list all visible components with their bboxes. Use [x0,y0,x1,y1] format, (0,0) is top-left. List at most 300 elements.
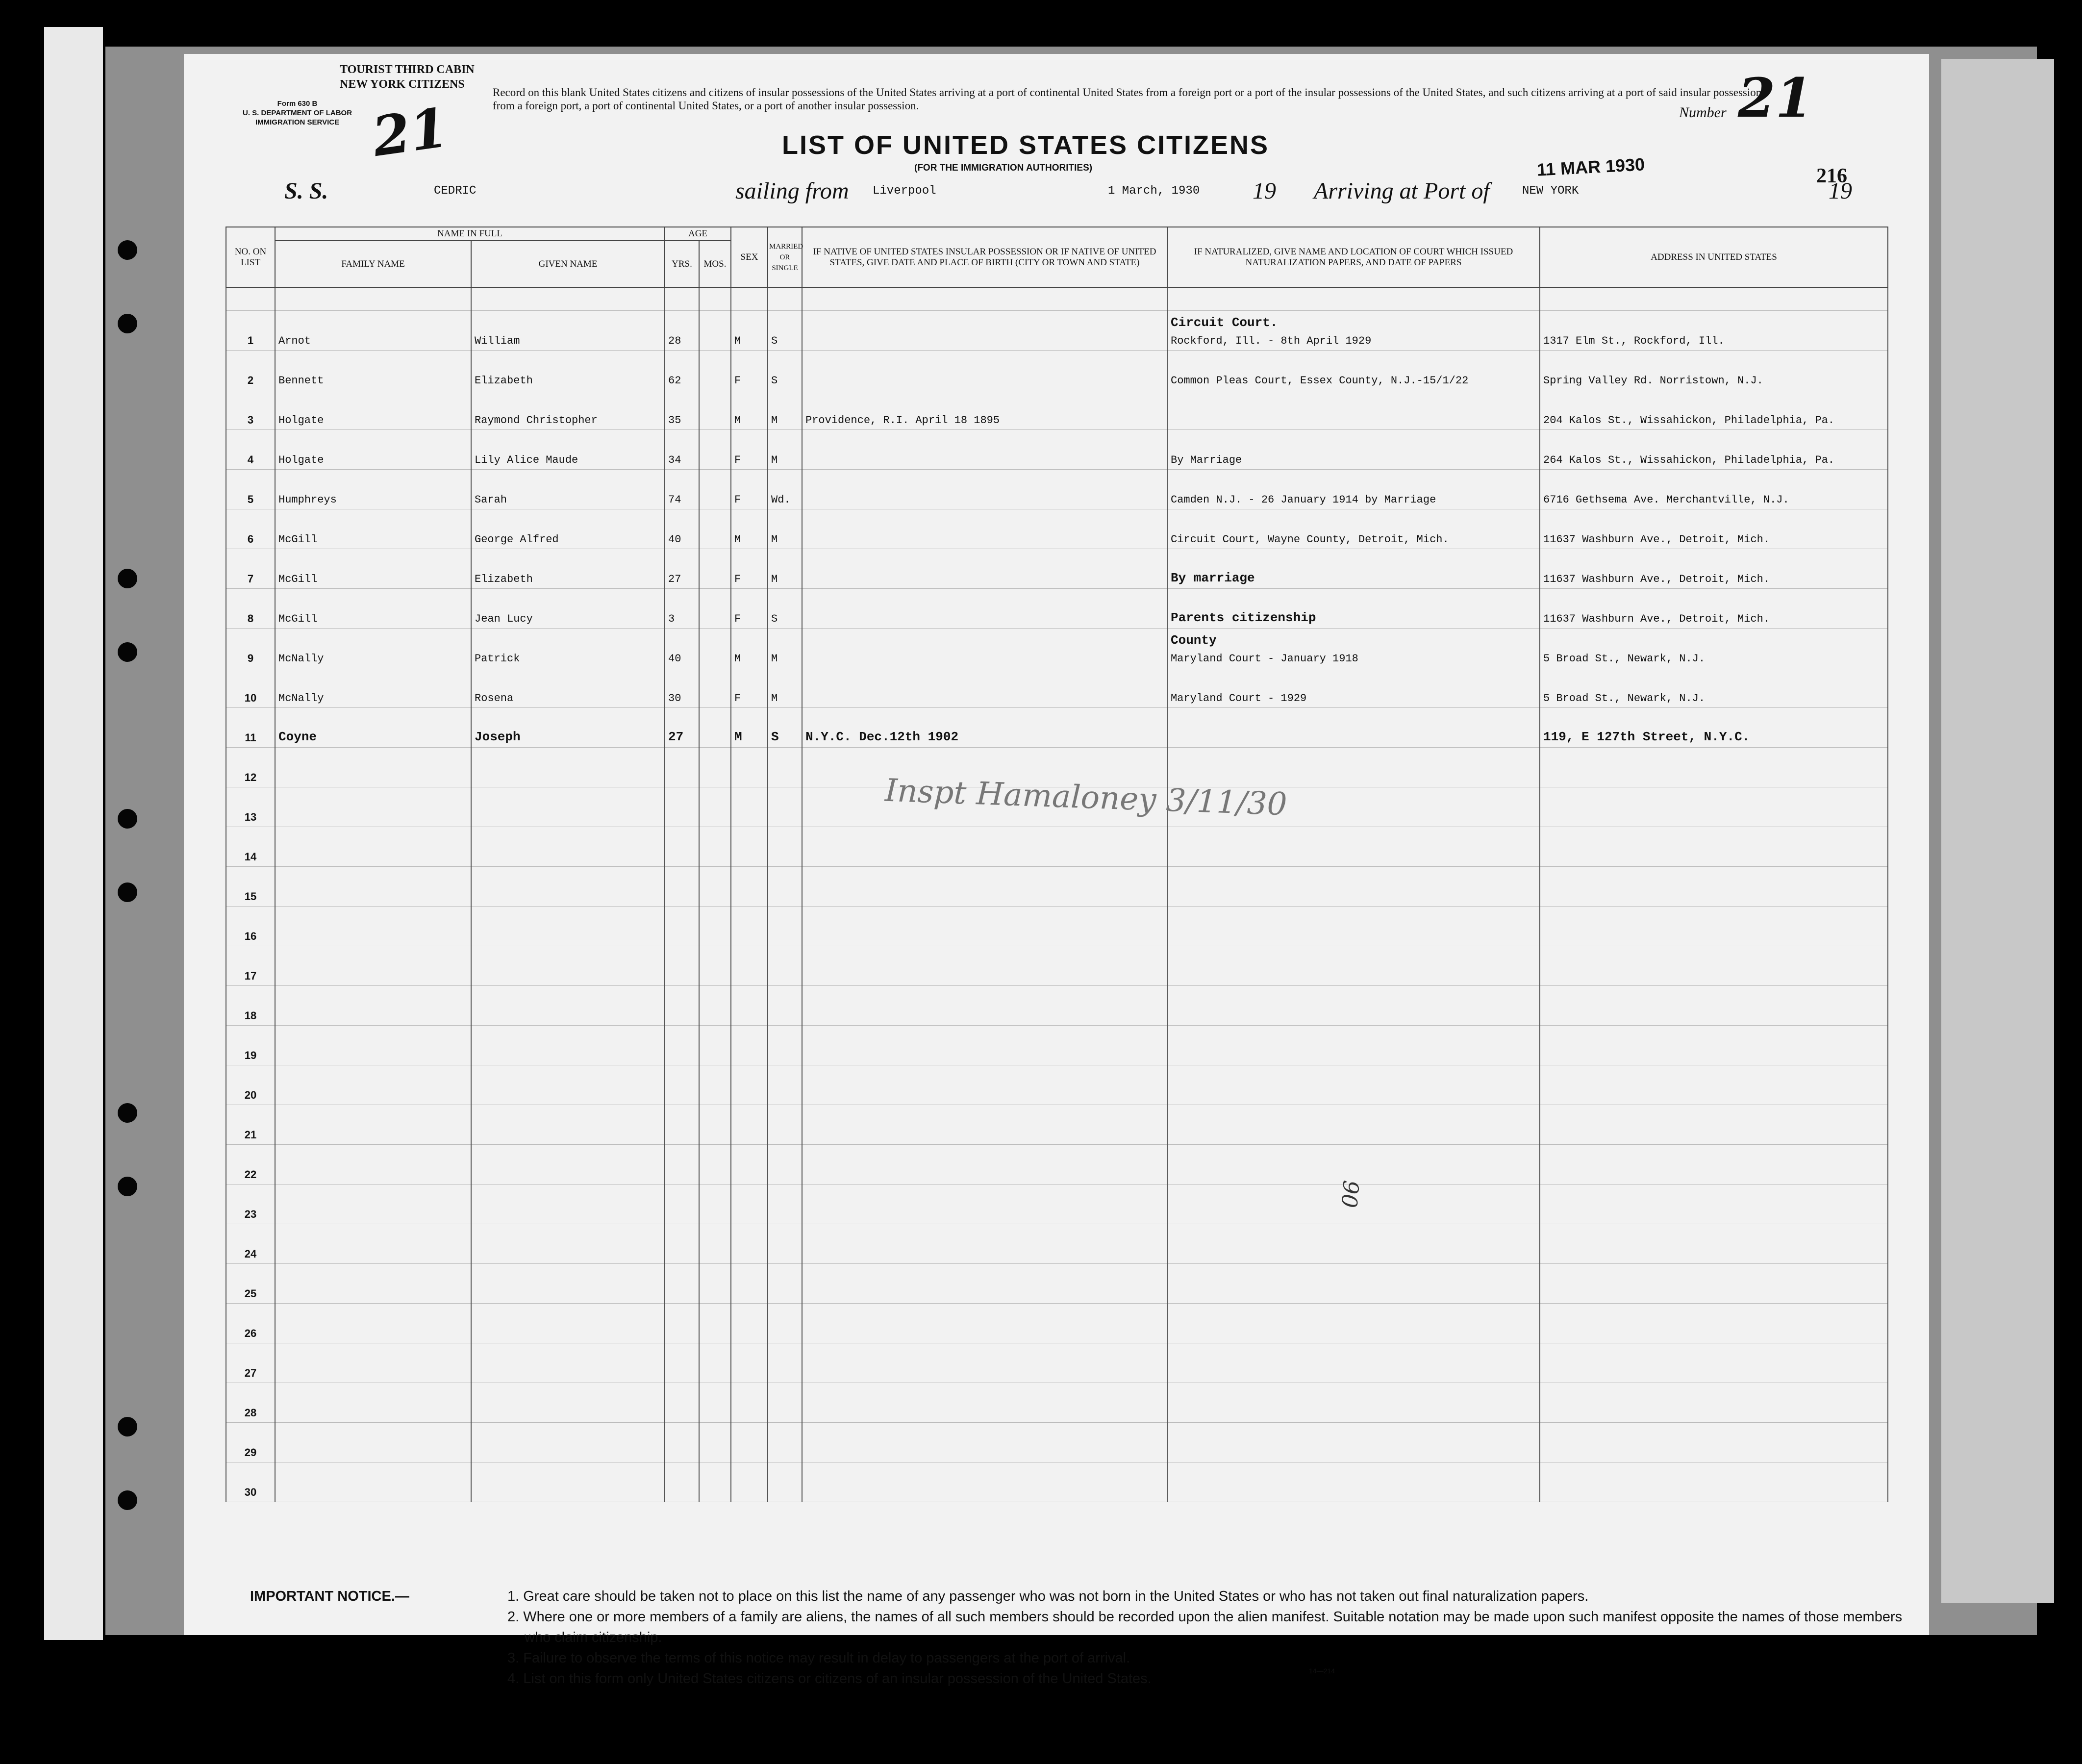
cell-birth [802,589,1167,629]
cell-addr: 204 Kalos St., Wissahickon, Philadelphia, Pa. [1540,390,1888,430]
cell-mos [699,1105,731,1145]
naturalization-text: Camden N.J. - 26 January 1914 by Marriage [1171,494,1436,506]
cell-sex: M [731,708,768,748]
year-prefix-1: 19 [1253,178,1276,204]
sheet-number: 216 [1816,165,1847,187]
cell-addr [1540,907,1888,946]
cell-nat [1167,1383,1540,1423]
cell-no: 12 [226,748,275,787]
binder-hole [118,809,137,829]
cell-ms: M [768,549,802,589]
cell-yrs: 62 [665,351,699,390]
header-family-name: FAMILY NAME [275,241,471,287]
cell-mos [699,867,731,907]
cell-no: 17 [226,946,275,986]
cell-sex: F [731,351,768,390]
table-row [226,1184,1888,1224]
cell-ms [768,748,802,787]
cell-no: 30 [226,1462,275,1502]
cell-no: 4 [226,430,275,470]
cell-given: George Alfred [471,509,665,549]
table-row [226,390,1888,430]
table-row [226,668,1888,708]
cell-birth [802,509,1167,549]
cell-yrs [665,1304,699,1343]
naturalization-text: By Marriage [1171,454,1242,466]
cell-sex: F [731,470,768,509]
cell-no: 9 [226,629,275,668]
cell-birth [802,1383,1167,1423]
cell-yrs [665,1145,699,1184]
cell-sex: F [731,430,768,470]
cell-nat [1167,1264,1540,1304]
cell-no: 10 [226,668,275,708]
cell-birth [802,1423,1167,1462]
service: IMMIGRATION SERVICE [255,118,340,126]
cell-ms [768,1343,802,1383]
cell-nat [1167,430,1540,470]
cell-sex: F [731,589,768,629]
binder-hole [118,569,137,588]
cell-ms: M [768,509,802,549]
cell-ms: M [768,430,802,470]
cell-nat [1167,1343,1540,1383]
cell-family [275,946,471,986]
binder-hole [118,240,137,260]
cell-family: Holgate [275,390,471,430]
cell-family [275,1462,471,1502]
cell-given [471,1462,665,1502]
cell-no: 23 [226,1184,275,1224]
cell-given [471,748,665,787]
cell-no: 19 [226,1026,275,1065]
naturalization-text: Maryland Court - 1929 [1171,692,1307,705]
cell-yrs [665,907,699,946]
cell-addr [1540,1383,1888,1423]
cell-family [275,787,471,827]
cell-ms [768,986,802,1026]
table-row [226,1065,1888,1105]
cell-birth [802,1184,1167,1224]
binder-hole [118,1417,137,1436]
notice-item: 1. Great care should be taken not to place on this list the name of any passenger who was not born in the United States or who has not taken out final naturalization papers. [507,1588,1589,1604]
table-row [226,1224,1888,1264]
cell-addr: 11637 Washburn Ave., Detroit, Mich. [1540,589,1888,629]
cell-addr [1540,1462,1888,1502]
cell-given [471,787,665,827]
cell-addr [1540,748,1888,787]
cell-addr [1540,1026,1888,1065]
cell-sex [731,1184,768,1224]
cell-sex [731,907,768,946]
cell-ms: S [768,708,802,748]
cell-yrs [665,1065,699,1105]
naturalization-text: Maryland Court - January 1918 [1171,653,1358,665]
cell-yrs [665,1224,699,1264]
cell-yrs [665,827,699,867]
cell-nat [1167,1423,1540,1462]
cell-mos [699,589,731,629]
binder-hole [118,1177,137,1196]
table-row [226,708,1888,748]
cell-mos [699,787,731,827]
cell-yrs [665,787,699,827]
cell-nat [1167,907,1540,946]
cell-yrs: 40 [665,629,699,668]
cell-addr [1540,1304,1888,1343]
arrival-port: NEW YORK [1522,184,1579,198]
cell-mos [699,748,731,787]
cell-given [471,1065,665,1105]
header-name-in-full: NAME IN FULL [275,227,665,241]
cell-yrs [665,1383,699,1423]
cell-family [275,1065,471,1105]
cell-birth [802,1343,1167,1383]
cell-addr [1540,946,1888,986]
cell-no: 13 [226,787,275,827]
cell-no: 25 [226,1264,275,1304]
cell-mos [699,470,731,509]
cell-family: McGill [275,589,471,629]
cell-ms: M [768,390,802,430]
back-sheet-edge [1941,59,2054,1603]
header-birth: IF NATIVE OF UNITED STATES INSULAR POSSESSION OR IF NATIVE OF UNITED STATES, GIVE DATE AND PLACE OF BIRTH (CITY OR TOWN AND STATE) [802,227,1167,287]
arriving-label: Arriving at Port of [1314,178,1490,204]
cell-yrs [665,1423,699,1462]
cell-mos [699,907,731,946]
cell-no: 20 [226,1065,275,1105]
cell-yrs [665,748,699,787]
cell-nat [1167,946,1540,986]
inspector-signature: Inspt Hamaloney 3/11/30 [884,772,1288,823]
cell-given [471,1423,665,1462]
cell-ms [768,907,802,946]
cell-nat [1167,629,1540,668]
notice-item: 2. Where one or more members of a family are aliens, the names of all such members should be recorded upon the alien manifest. Suitable notation may be made upon such manifest opposite the names of those members who claim citizenship. [507,1609,1903,1645]
cell-ms: M [768,629,802,668]
cell-mos [699,629,731,668]
cell-no: 18 [226,986,275,1026]
cell-given [471,946,665,986]
cell-nat [1167,986,1540,1026]
table-row [226,1304,1888,1343]
cell-mos [699,986,731,1026]
cell-birth [802,351,1167,390]
cell-birth [802,629,1167,668]
cell-addr [1540,1343,1888,1383]
cell-no: 6 [226,509,275,549]
citizens-label: NEW YORK CITIZENS [340,78,465,91]
cell-addr: 11637 Washburn Ave., Detroit, Mich. [1540,549,1888,589]
table-row [226,509,1888,549]
cell-addr [1540,787,1888,827]
cell-ms [768,946,802,986]
cell-nat [1167,390,1540,430]
cell-given [471,1184,665,1224]
cell-nat [1167,1026,1540,1065]
cell-yrs: 28 [665,311,699,351]
naturalization-text: Rockford, Ill. - 8th April 1929 [1171,335,1372,347]
cell-family [275,827,471,867]
cell-yrs [665,946,699,986]
cell-sex [731,1304,768,1343]
cell-addr [1540,1065,1888,1105]
cell-no: 2 [226,351,275,390]
header-yrs: YRS. [665,241,699,287]
cell-family: McNally [275,629,471,668]
cell-ms [768,867,802,907]
cell-family: McGill [275,549,471,589]
cell-no: 21 [226,1105,275,1145]
cell-sex [731,1105,768,1145]
cell-nat [1167,351,1540,390]
cell-given: Elizabeth [471,351,665,390]
cell-birth [802,946,1167,986]
cell-birth: N.Y.C. Dec.12th 1902 [802,708,1167,748]
cell-mos [699,1423,731,1462]
cell-family [275,748,471,787]
cell-yrs [665,1105,699,1145]
page-title: LIST OF UNITED STATES CITIZENS [782,130,1269,160]
cell-addr [1540,1264,1888,1304]
form-code: 14—214 [1309,1667,1335,1675]
cell-ms [768,1383,802,1423]
cell-no: 7 [226,549,275,589]
cell-ms [768,787,802,827]
cell-no: 14 [226,827,275,867]
department: U. S. DEPARTMENT OF LABOR [243,109,352,117]
cell-mos [699,549,731,589]
table-row [226,1105,1888,1145]
header-naturalized: IF NATURALIZED, GIVE NAME AND LOCATION OF COURT WHICH ISSUED NATURALIZATION PAPERS, AND DATE OF PAPERS [1167,227,1540,287]
table-row [226,1423,1888,1462]
cell-yrs: 40 [665,509,699,549]
cell-yrs: 34 [665,430,699,470]
cell-addr: 5 Broad St., Newark, N.J. [1540,629,1888,668]
cell-mos [699,1462,731,1502]
handwritten-number: 21 [368,95,452,169]
court-note: Circuit Court. [1171,315,1278,330]
cell-given [471,1026,665,1065]
cell-ms [768,1462,802,1502]
cell-sex [731,748,768,787]
cell-ms: Wd. [768,470,802,509]
table-row [226,311,1888,351]
cell-given [471,827,665,867]
cell-sex [731,1145,768,1184]
table-row [226,1383,1888,1423]
cell-addr: 1317 Elm St., Rockford, Ill. [1540,311,1888,351]
manifest-page [184,54,1929,1687]
number-value: 21 [1738,66,1813,129]
header-mos: MOS. [699,241,731,287]
table-row [226,1264,1888,1304]
cell-ms [768,1105,802,1145]
cell-given [471,1145,665,1184]
cell-ms [768,827,802,867]
cell-no: 28 [226,1383,275,1423]
cell-yrs: 3 [665,589,699,629]
table-row [226,1343,1888,1383]
notice-item: 4. List on this form only United States citizens or citizens of an insular possession of the United States. [507,1671,1152,1687]
cell-no: 15 [226,867,275,907]
table-row [226,549,1888,589]
cell-birth [802,549,1167,589]
cell-no: 22 [226,1145,275,1184]
cell-nat [1167,1145,1540,1184]
cell-yrs: 27 [665,549,699,589]
cell-birth [802,867,1167,907]
table-row [226,351,1888,390]
cell-mos [699,946,731,986]
cell-mos [699,1026,731,1065]
cell-birth [802,1304,1167,1343]
cell-ms: M [768,668,802,708]
cell-birth [802,1462,1167,1502]
cell-addr: Spring Valley Rd. Norristown, N.J. [1540,351,1888,390]
cell-given: Joseph [471,708,665,748]
cell-mos [699,1383,731,1423]
year-prefix-2: 19 [1829,178,1852,204]
cell-family [275,907,471,946]
cell-mos [699,430,731,470]
cell-sex [731,946,768,986]
binder-hole [118,314,137,333]
cell-addr [1540,1184,1888,1224]
cell-given: Patrick [471,629,665,668]
cell-birth [802,430,1167,470]
cell-nat [1167,589,1540,629]
table-row [226,1462,1888,1502]
cell-sex: M [731,629,768,668]
cell-nat [1167,668,1540,708]
cell-yrs [665,867,699,907]
cell-family [275,867,471,907]
header-married: MARRIED OR SINGLE [768,227,802,287]
cell-mos [699,390,731,430]
cell-yrs [665,1184,699,1224]
ship-name: CEDRIC [434,184,477,198]
cell-mos [699,668,731,708]
table-row [226,1145,1888,1184]
cell-nat [1167,470,1540,509]
cell-yrs: 27 [665,708,699,748]
header-no: NO. ON LIST [226,227,275,287]
table-row [226,470,1888,509]
cell-sex: M [731,311,768,351]
cell-sex: F [731,668,768,708]
cell-given [471,1105,665,1145]
passenger-table [226,227,1888,1502]
cell-mos [699,708,731,748]
left-binding-strip [44,27,103,1640]
cell-no: 5 [226,470,275,509]
cell-no: 16 [226,907,275,946]
cell-given: Sarah [471,470,665,509]
header-given-name: GIVEN NAME [471,241,665,287]
cell-given: William [471,311,665,351]
cell-family [275,1184,471,1224]
header-sex: SEX [731,227,768,287]
table-row [226,907,1888,946]
cell-addr [1540,986,1888,1026]
cell-mos [699,351,731,390]
cell-given: Lily Alice Maude [471,430,665,470]
cell-addr: 119, E 127th Street, N.Y.C. [1540,708,1888,748]
cell-given: Jean Lucy [471,589,665,629]
naturalization-text: By marriage [1171,571,1255,585]
cell-family [275,1343,471,1383]
cell-sex [731,1026,768,1065]
cell-ms [768,1264,802,1304]
cell-birth: Providence, R.I. April 18 1895 [802,390,1167,430]
page-subtitle: (FOR THE IMMIGRATION AUTHORITIES) [914,163,1093,173]
pencil-note: 90 [1336,1179,1363,1209]
cell-ms: S [768,311,802,351]
cell-given [471,1304,665,1343]
ss-label: S. S. [284,178,328,204]
cell-given [471,1383,665,1423]
table-row [226,430,1888,470]
cell-yrs [665,1026,699,1065]
cell-mos [699,827,731,867]
cell-nat [1167,509,1540,549]
cell-family [275,1423,471,1462]
cell-mos [699,1264,731,1304]
notice-item: 3. Failure to observe the terms of this notice may result in delay to passengers at the port of arrival. [507,1650,1130,1666]
cell-family [275,1224,471,1264]
cell-no: 29 [226,1423,275,1462]
cell-sex: M [731,390,768,430]
cell-ms [768,1224,802,1264]
cell-sex [731,1423,768,1462]
cell-nat [1167,1105,1540,1145]
cell-nat [1167,708,1540,748]
cell-no: 27 [226,1343,275,1383]
cell-no: 8 [226,589,275,629]
binder-hole [118,882,137,902]
cell-addr: 6716 Gethsema Ave. Merchantville, N.J. [1540,470,1888,509]
header-address: ADDRESS IN UNITED STATES [1540,227,1888,287]
cell-sex [731,1224,768,1264]
cell-nat [1167,549,1540,589]
form-info [243,99,352,127]
binder-hole [118,1490,137,1510]
cell-yrs: 74 [665,470,699,509]
record-instructions: Record on this blank United States citizens and citizens of insular possessions of the United States arriving at a port of continental United States from a foreign port or a port of the insular possessions of the United States, and such citizens arriving at a port of said insular possessions from a foreign port, a port of continental United States, or a port of another insular possession. [493,86,1766,112]
cell-birth [802,1224,1167,1264]
cell-mos [699,311,731,351]
cell-ms [768,1304,802,1343]
cell-sex [731,867,768,907]
sailing-label: sailing from [735,178,849,204]
table-row [226,1026,1888,1065]
cell-no: 3 [226,390,275,430]
cell-ms [768,1184,802,1224]
cell-nat [1167,1462,1540,1502]
cell-family: McGill [275,509,471,549]
cell-sex [731,1462,768,1502]
cell-birth [802,827,1167,867]
cell-family [275,1026,471,1065]
cell-given [471,1224,665,1264]
cell-mos [699,1224,731,1264]
sailing-date: 1 March, 1930 [1108,184,1200,198]
cell-addr [1540,1145,1888,1184]
cell-birth [802,668,1167,708]
cell-no: 11 [226,708,275,748]
cell-no: 26 [226,1304,275,1343]
